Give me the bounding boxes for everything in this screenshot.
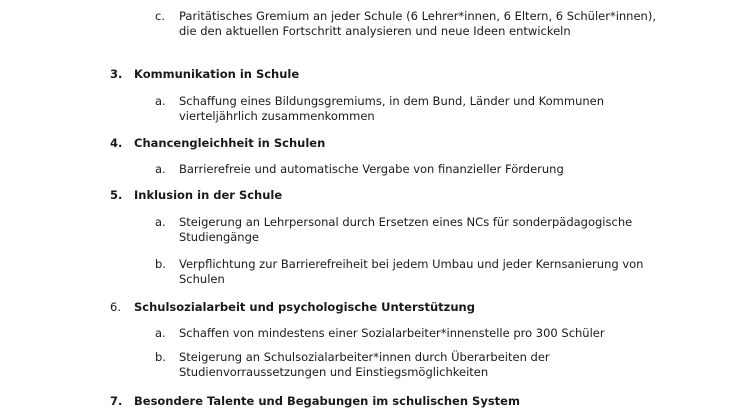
subitem-marker: b.	[155, 257, 166, 271]
item-heading: Chancengleichheit in Schulen	[134, 136, 326, 150]
subitem-marker: a.	[155, 94, 166, 108]
item-number: 4.	[110, 136, 123, 150]
item-heading: Kommunikation in Schule	[134, 67, 300, 81]
subitem-marker: a.	[155, 162, 166, 176]
list-item-7	[110, 394, 710, 409]
list-subitem-a	[155, 326, 675, 341]
list-subitem-a	[155, 215, 675, 245]
subitem-text: Schaffen von mindestens einer Sozialarbeiter*innenstelle pro 300 Schüler	[179, 326, 605, 340]
subitem-text: Barrierefreie und automatische Vergabe von finanzieller Förderung	[179, 162, 564, 176]
list-item-4	[110, 136, 710, 151]
item-number: 5.	[110, 188, 123, 202]
list-subitem-b	[155, 350, 675, 380]
list-item-6	[110, 300, 710, 315]
subitem-text: Paritätisches Gremium an jeder Schule (6 Lehrer*innen, 6 Eltern, 6 Schüler*innen), die den aktuellen Fortschritt analysieren und neue Ideen entwickeln	[179, 9, 656, 38]
item-heading: Besondere Talente und Begabungen im schulischen System	[134, 394, 520, 408]
item-number: 3.	[110, 67, 123, 81]
list-item-3	[110, 67, 710, 82]
subitem-marker: c.	[155, 9, 165, 23]
list-item-5	[110, 188, 710, 203]
subitem-marker: a.	[155, 326, 166, 340]
item-number: 7.	[110, 394, 123, 408]
item-heading: Inklusion in der Schule	[134, 188, 283, 202]
list-subitem-b	[155, 257, 675, 287]
item-heading: Schulsozialarbeit und psychologische Unterstützung	[134, 300, 475, 314]
subitem-text: Steigerung an Schulsozialarbeiter*innen durch Überarbeiten der Studienvorraussetzungen und Einstiegsmöglichkeiten	[179, 350, 550, 379]
list-subitem-a	[155, 94, 675, 124]
subitem-marker: a.	[155, 215, 166, 229]
item-number: 6.	[110, 300, 121, 314]
subitem-text: Steigerung an Lehrpersonal durch Ersetzen eines NCs für sonderpädagogische Studiengänge	[179, 215, 633, 244]
subitem-text: Schaffung eines Bildungsgremiums, in dem Bund, Länder und Kommunen vierteljährlich zusammenkommen	[179, 94, 605, 123]
subitem-marker: b.	[155, 350, 166, 364]
list-subitem-c	[155, 9, 675, 39]
list-subitem-a	[155, 162, 675, 177]
subitem-text: Verpflichtung zur Barrierefreiheit bei jedem Umbau und jeder Kernsanierung von Schulen	[179, 257, 644, 286]
